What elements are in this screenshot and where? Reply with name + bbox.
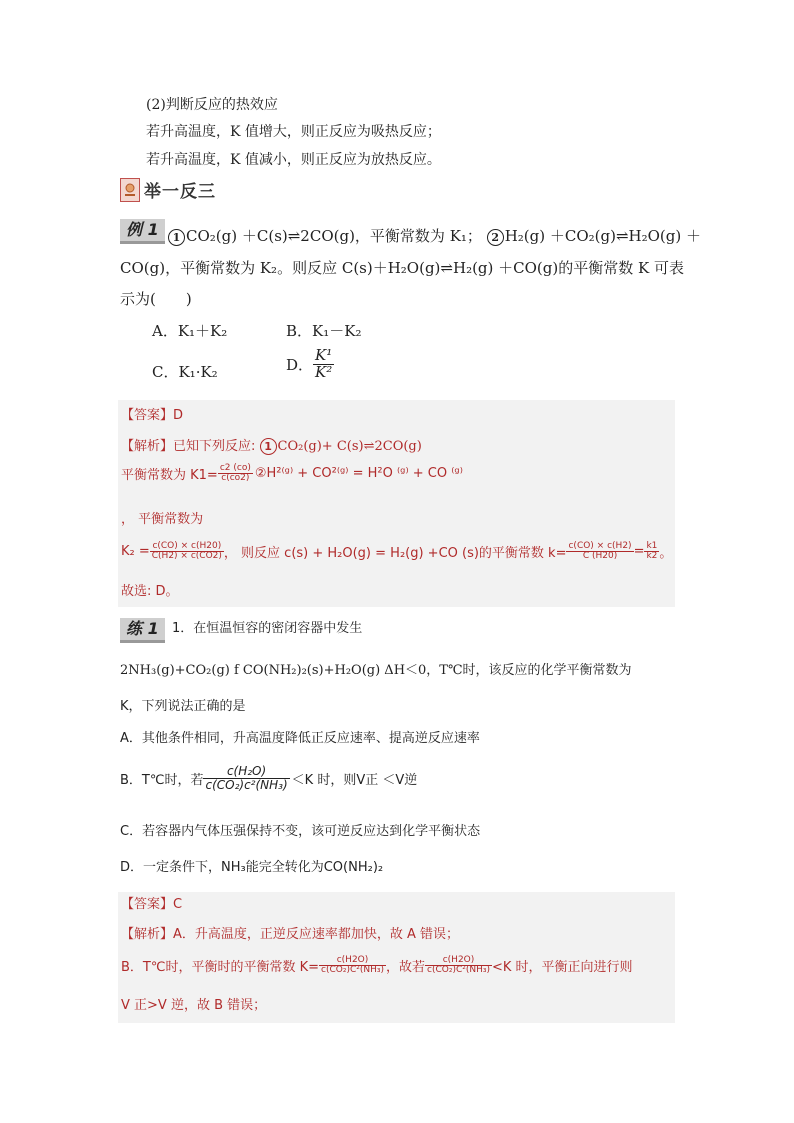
book-icon [120, 178, 140, 202]
k1-fraction: $\frac{c2 (co)}{c(co2)}$ [219, 463, 251, 484]
option-a: A．K₁＋K₂ [152, 322, 228, 340]
analysis-1-choose: 故选: D。 [121, 584, 179, 599]
option-c: C．K₁·K₂ [152, 363, 218, 381]
analysis-2-line-1: 【解析】A．升高温度，正逆反应速率都加快，故 A 错误； [121, 927, 460, 942]
analysis-1-line-1: 【解析】已知下列反应: 1 CO₂(g)+ C(s)⇌2CO(g) [121, 439, 422, 454]
k-ratio-fraction: $\frac{k1}{k2}$ [646, 541, 658, 562]
option-d-label: D． [286, 355, 314, 374]
practice-option-d: D．一定条件下，NH₃能完全转化为CO(NH₂)₂ [120, 860, 384, 875]
example-line-1-b: H₂(g) ＋CO₂(g)⇌H₂O(g) ＋ [504, 227, 701, 245]
circle-number-2: 2 [487, 229, 504, 246]
example-line-3: 示为( ) [120, 290, 192, 308]
analysis-1-line-3: ， 平衡常数为 [121, 512, 204, 527]
practice-option-c: C．若容器内气体压强保持不变，该可逆反应达到化学平衡状态 [120, 824, 481, 839]
intro-line-1: 若升高温度，K 值增大，则正反应为吸热反应； [146, 124, 441, 140]
option-b-fraction: $\frac{\text{c(H₂O)}}{\text{c(CO₂)c²(NH₃)}}$ [205, 764, 288, 792]
analysis-1-line-2: 平衡常数为 K1= $\frac{c2 (co)}{c(co2)}$ ②H²⁽ᵍ⁾ + CO²⁽ᵍ⁾ = H²O ⁽ᵍ⁾ + CO ⁽ᵍ⁾ [121, 463, 463, 484]
answer-1: 【答案】D [121, 408, 184, 423]
analysis-2-line-2: B．T℃时，平衡时的平衡常数 K= $\frac{c(H2O)}{\text{c(CO₂)C²(NH₃)}}$ ，故若 $\frac{c(H2O)}{\text{c(CO₂)C²(NH₃)}}$ <K 时，平衡正向进行则 [121, 955, 633, 976]
k-fraction: $\frac{c(CO) \times c(H2)}{C (H20)}$ [568, 541, 632, 562]
option-b: B．K₁－K₂ [286, 322, 362, 340]
section-header [120, 177, 216, 202]
k2-fraction: $\frac{c(CO) \times c(H20)}{C(H2) \times c(CO2)}$ [151, 541, 222, 562]
k-fraction-2: $\frac{c(H2O)}{\text{c(CO₂)C²(NH₃)}}$ [321, 955, 384, 976]
circle-number-1-icon: 1 [260, 438, 277, 455]
analysis-1-line-4: K₂ = $\frac{c(CO) \times c(H20)}{C(H2) \times c(CO2)}$ ， 则反应 c(s) + H₂O(g) = H₂(g) +CO (s)的平衡常数 k= $\frac{c(CO) \times c(H2)}{C (H20)}$ = $\frac{k1}{k2}$ 。 [121, 541, 673, 562]
answer-box-2 [118, 892, 675, 1023]
example-line-2: CO(g)，平衡常数为 K₂。则反应 C(s)＋H₂O(g)⇌H₂(g) ＋CO(g)的平衡常数 K 可表 [120, 259, 684, 277]
answer-2: 【答案】C [121, 897, 183, 912]
circle-number-1: 1 [168, 229, 185, 246]
option-d [286, 348, 334, 381]
practice-line-3: K，下列说法正确的是 [120, 699, 246, 714]
intro-line-2: 若升高温度，K 值减小，则正反应为放热反应。 [146, 152, 441, 168]
practice-tag: 练 1 [120, 618, 165, 640]
example-tag: 例 1 [120, 219, 165, 241]
practice-option-b: B．T℃时，若 $\frac{\text{c(H₂O)}}{\text{c(CO₂)c²(NH₃)}}$ ＜K 时，则V正 ＜V逆 [120, 764, 418, 792]
practice-option-a: A．其他条件相同，升高温度降低正反应速率、提高逆反应速率 [120, 731, 480, 746]
intro-heading: (2)判断反应的热效应 [146, 97, 278, 113]
answer-box-1 [118, 400, 675, 607]
practice-line-1: 1．在恒温恒容的密闭容器中发生 [172, 621, 363, 636]
option-d-fraction: $\frac{\text{K¹}}{\text{K²}}$ [315, 346, 333, 381]
example-line-1-a: CO₂(g) ＋C(s)⇌2CO(g)，平衡常数为 K₁； [186, 227, 482, 245]
example-line-1 [168, 226, 701, 246]
section-title: 举一反三 [144, 182, 216, 202]
q-fraction: $\frac{c(H2O)}{\text{c(CO₂)C²(NH₃)}}$ [427, 955, 490, 976]
analysis-2-line-3: V 正>V 逆，故 B 错误； [121, 998, 267, 1013]
practice-line-2: 2NH₃(g)+CO₂(g) f CO(NH₂)₂(s)+H₂O(g) ΔH＜0，T℃时，该反应的化学平衡常数为 [120, 663, 632, 678]
